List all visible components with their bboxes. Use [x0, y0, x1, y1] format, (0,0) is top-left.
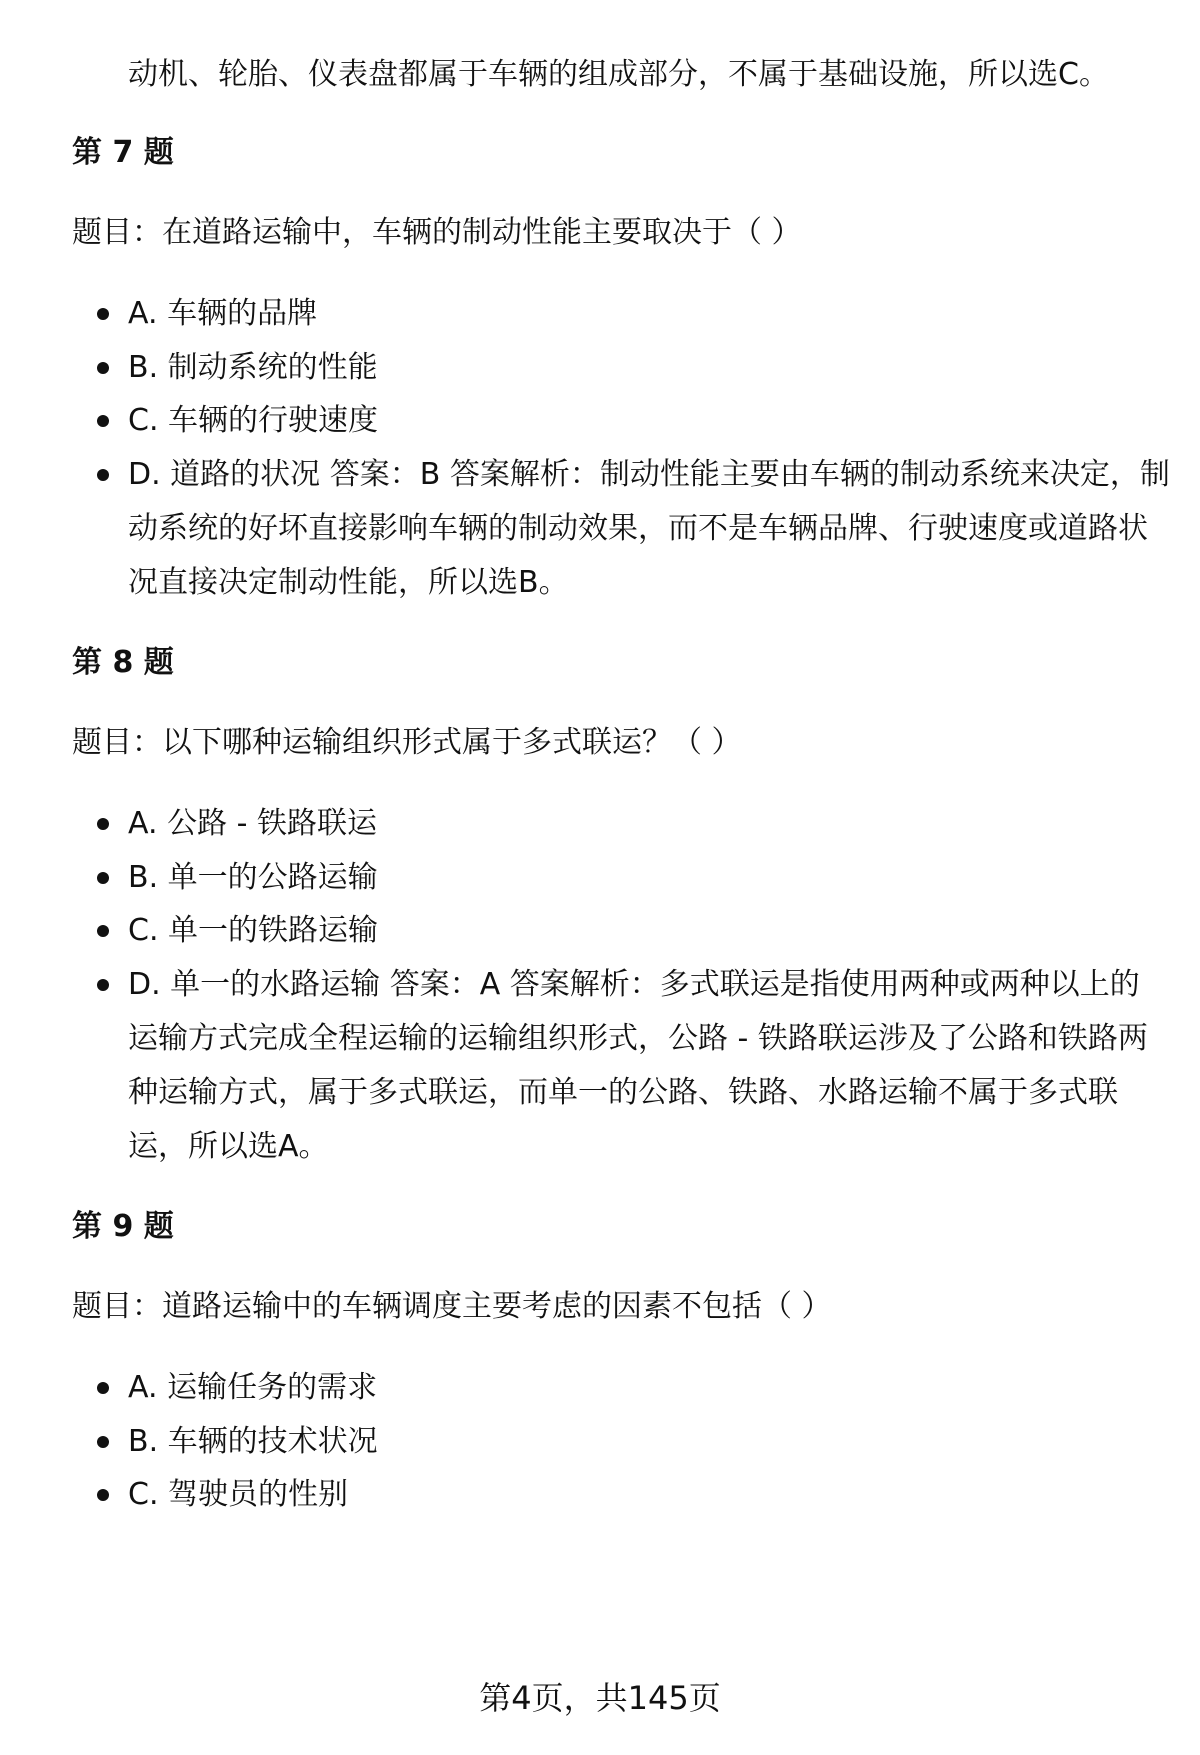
question-7-explanation-line: 况直接决定制动性能，所以选B。 — [128, 565, 569, 600]
question-9-stem: 题目：道路运输中的车辆调度主要考虑的因素不包括（ ） — [72, 1289, 832, 1324]
bullet-icon — [97, 415, 109, 427]
bullet-icon — [97, 979, 109, 991]
question-8-option-a: A. 公路 - 铁路联运 — [128, 806, 377, 841]
bullet-icon — [97, 925, 109, 937]
question-7-option-c: C. 车辆的行驶速度 — [128, 403, 379, 438]
question-9-option-c: C. 驾驶员的性别 — [128, 1477, 349, 1512]
bullet-icon — [97, 872, 109, 884]
question-7-explanation-line: 动系统的好坏直接影响车辆的制动效果，而不是车辆品牌、行驶速度或道路状 — [128, 511, 1148, 546]
question-9-option-b: B. 车辆的技术状况 — [128, 1424, 378, 1459]
question-8-option-b: B. 单一的公路运输 — [128, 860, 378, 895]
bullet-icon — [97, 362, 109, 374]
bullet-icon — [97, 1382, 109, 1394]
question-8-heading: 第 8 题 — [72, 645, 174, 680]
question-8-stem: 题目：以下哪种运输组织形式属于多式联运？（ ） — [72, 725, 742, 760]
question-7-option-b: B. 制动系统的性能 — [128, 350, 378, 385]
question-8-option-d-answer: D. 单一的水路运输 答案：A 答案解析：多式联运是指使用两种或两种以上的 — [128, 967, 1140, 1002]
question-7-option-a: A. 车辆的品牌 — [128, 296, 318, 331]
question-9-option-a: A. 运输任务的需求 — [128, 1370, 378, 1405]
question-7-stem: 题目：在道路运输中，车辆的制动性能主要取决于（ ） — [72, 215, 802, 250]
question-9-heading: 第 9 题 — [72, 1209, 174, 1244]
question-8-explanation-line: 种运输方式，属于多式联运，而单一的公路、铁路、水路运输不属于多式联 — [128, 1075, 1118, 1110]
question-7-heading: 第 7 题 — [72, 135, 174, 170]
question-7-option-d-answer: D. 道路的状况 答案：B 答案解析：制动性能主要由车辆的制动系统来决定，制 — [128, 457, 1170, 492]
question-8-explanation-line: 运输方式完成全程运输的运输组织形式，公路 - 铁路联运涉及了公路和铁路两 — [128, 1021, 1148, 1056]
bullet-icon — [97, 469, 109, 481]
bullet-icon — [97, 1436, 109, 1448]
question-8-explanation-line: 运，所以选A。 — [128, 1129, 329, 1164]
bullet-icon — [97, 1489, 109, 1501]
page-footer: 第4页，共145页 — [479, 1679, 721, 1717]
bullet-icon — [97, 818, 109, 830]
question-8-option-c: C. 单一的铁路运输 — [128, 913, 379, 948]
bullet-icon — [97, 308, 109, 320]
previous-answer-continuation: 动机、轮胎、仪表盘都属于车辆的组成部分，不属于基础设施，所以选C。 — [128, 57, 1109, 92]
